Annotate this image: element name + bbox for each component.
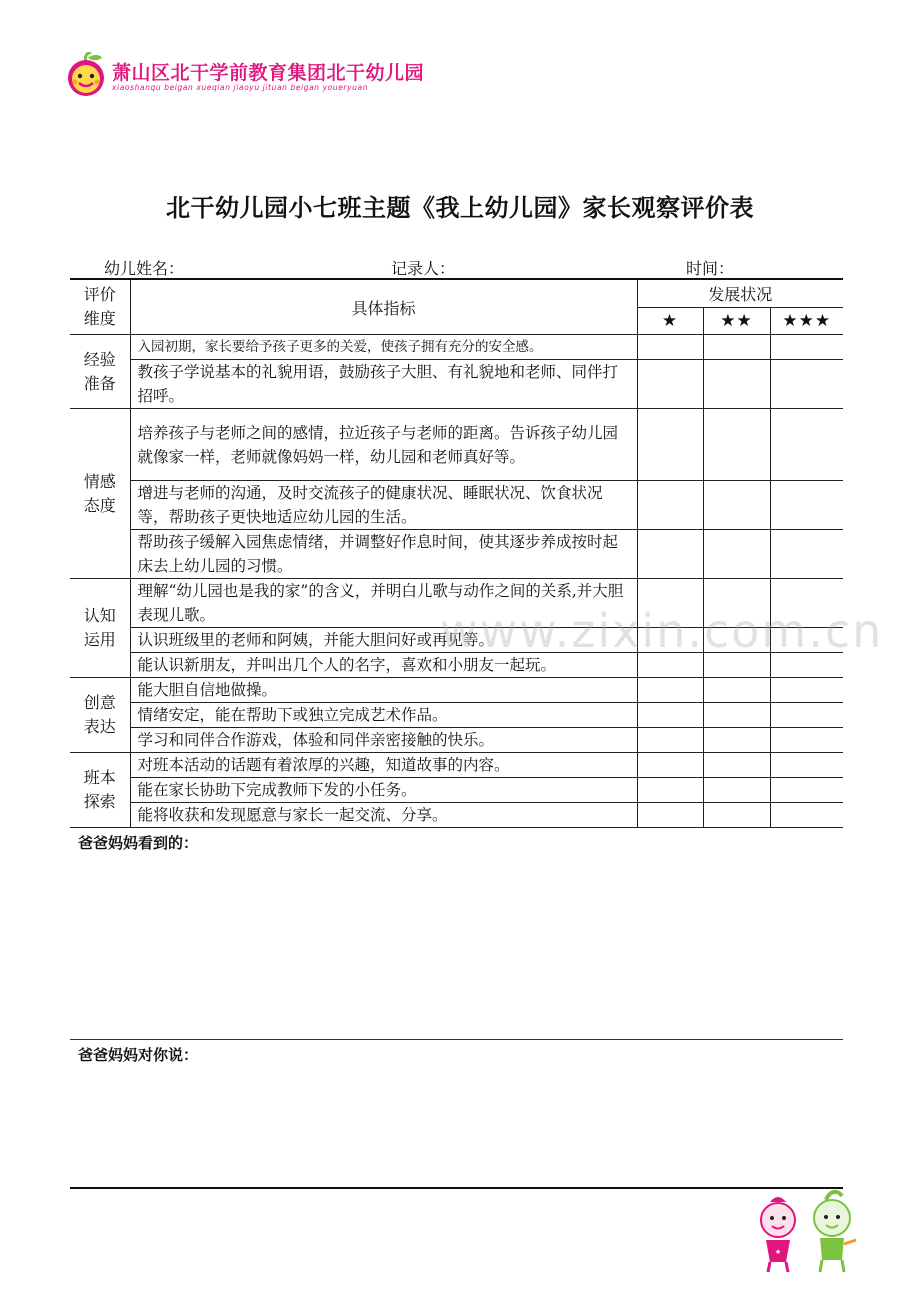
header-dimension: [70, 279, 130, 335]
dimension-label-line1: 创意: [83, 693, 116, 712]
boy-mascot-icon: [814, 1192, 856, 1272]
rating-cell-two-star[interactable]: [703, 481, 770, 530]
dimension-cell: [70, 753, 130, 828]
table-row: [70, 628, 843, 653]
rating-cell-one-star[interactable]: [637, 653, 703, 678]
table-row: [70, 335, 843, 360]
divider-line: [70, 1039, 843, 1040]
rating-cell-one-star[interactable]: [637, 628, 703, 653]
indicator-cell: 能在家长协助下完成教师下发的小任务。: [130, 778, 637, 803]
indicator-cell: 认识班级里的老师和阿姨，并能大胆问好或再见等。: [130, 628, 637, 653]
parents-saw-label: 爸爸妈妈看到的：: [78, 834, 199, 852]
header-two-stars: ★★: [703, 308, 770, 335]
indicator-cell: 能将收获和发现愿意与家长一起交流、分享。: [130, 803, 637, 828]
footer-line: [70, 1187, 843, 1189]
rating-cell-three-star[interactable]: [770, 409, 843, 481]
indicator-cell: 能认识新朋友，并叫出几个人的名字，喜欢和小朋友一起玩。: [130, 653, 637, 678]
dimension-label-line1: 认知: [83, 606, 116, 625]
rating-cell-one-star[interactable]: [637, 703, 703, 728]
table-row: [70, 703, 843, 728]
dimension-label-line2: 运用: [83, 630, 116, 649]
time-label: 时间：: [686, 259, 735, 278]
dimension-cell: [70, 579, 130, 678]
header-dimension-line1: 评价: [83, 285, 116, 304]
rating-cell-one-star[interactable]: [637, 579, 703, 628]
dimension-label-line2: 表达: [83, 717, 116, 736]
dimension-label-line2: 态度: [83, 495, 116, 515]
parents-say-label: 爸爸妈妈对你说：: [78, 1046, 199, 1064]
header-development: 发展状况: [637, 279, 843, 308]
school-name: 萧山区北干学前教育集团北干幼儿园: [112, 62, 425, 84]
dimension-label-line2: 准备: [83, 373, 116, 393]
table-row: [70, 778, 843, 803]
header-dimension-line2: 维度: [83, 309, 116, 328]
indicator-cell: 教孩子学说基本的礼貌用语，鼓励孩子大胆、有礼貌地和老师、同伴打招呼。: [130, 360, 637, 409]
indicator-cell: 情绪安定，能在帮助下或独立完成艺术作品。: [130, 703, 637, 728]
table-row: [70, 579, 843, 628]
rating-cell-two-star[interactable]: [703, 728, 770, 753]
rating-cell-three-star[interactable]: [770, 579, 843, 628]
table-row: [70, 360, 843, 409]
rating-cell-two-star[interactable]: [703, 678, 770, 703]
dimension-label-line2: 探索: [83, 792, 116, 811]
table-row: [70, 409, 843, 481]
svg-text:★: ★: [774, 1248, 782, 1256]
school-logo: [64, 50, 464, 100]
rating-cell-two-star[interactable]: [703, 409, 770, 481]
rating-cell-one-star[interactable]: [637, 678, 703, 703]
table-row: [70, 530, 843, 579]
indicator-cell: 能大胆自信地做操。: [130, 678, 637, 703]
indicator-cell: 对班本活动的话题有着浓厚的兴趣，知道故事的内容。: [130, 753, 637, 778]
rating-cell-two-star[interactable]: [703, 530, 770, 579]
mascot-illustration: [756, 1188, 862, 1274]
rating-cell-one-star[interactable]: [637, 360, 703, 409]
table-row: [70, 481, 843, 530]
indicator-cell: 入园初期，家长要给予孩子更多的关爱，使孩子拥有充分的安全感。: [130, 335, 637, 360]
rating-cell-one-star[interactable]: [637, 409, 703, 481]
rating-cell-two-star[interactable]: [703, 360, 770, 409]
girl-mascot-icon: [761, 1197, 795, 1272]
indicator-cell: 学习和同伴合作游戏，体验和同伴亲密接触的快乐。: [130, 728, 637, 753]
rating-cell-two-star[interactable]: [703, 703, 770, 728]
rating-cell-one-star[interactable]: [637, 778, 703, 803]
dimension-label-line1: 情感: [83, 471, 116, 491]
school-pinyin: xiaoshanqu beigan xueqian jiaoyu jituan beigan youeryuan: [112, 83, 369, 92]
rating-cell-one-star[interactable]: [637, 335, 703, 360]
apple-mascot-icon: [64, 52, 108, 98]
rating-cell-three-star[interactable]: [770, 778, 843, 803]
rating-cell-three-star[interactable]: [770, 728, 843, 753]
rating-cell-three-star[interactable]: [770, 753, 843, 778]
table-row: [70, 653, 843, 678]
rating-cell-two-star[interactable]: [703, 803, 770, 828]
table-row: [70, 803, 843, 828]
rating-cell-one-star[interactable]: [637, 530, 703, 579]
table-row: [70, 678, 843, 703]
table-row: [70, 753, 843, 778]
child-name-label: 幼儿姓名：: [104, 259, 185, 278]
header-one-star: ★: [637, 308, 703, 335]
indicator-cell: 增进与老师的沟通，及时交流孩子的健康状况、睡眠状况、饮食状况等，帮助孩子更快地适应幼儿园的生活。: [130, 481, 637, 530]
rating-cell-two-star[interactable]: [703, 579, 770, 628]
rating-cell-one-star[interactable]: [637, 728, 703, 753]
dimension-cell: [70, 678, 130, 753]
rating-cell-three-star[interactable]: [770, 335, 843, 360]
rating-cell-three-star[interactable]: [770, 530, 843, 579]
dimension-cell: [70, 335, 130, 409]
rating-cell-three-star[interactable]: [770, 360, 843, 409]
indicator-cell: 培养孩子与老师之间的感情，拉近孩子与老师的距离。告诉孩子幼儿园就像家一样，老师就像妈妈一样，幼儿园和老师真好等。: [130, 409, 637, 481]
dimension-label-line1: 班本: [83, 768, 116, 787]
rating-cell-two-star[interactable]: [703, 628, 770, 653]
rating-cell-three-star[interactable]: [770, 653, 843, 678]
rating-cell-two-star[interactable]: [703, 753, 770, 778]
rating-cell-three-star[interactable]: [770, 803, 843, 828]
rating-cell-two-star[interactable]: [703, 335, 770, 360]
header-indicator: 具体指标: [130, 279, 637, 335]
indicator-cell: 帮助孩子缓解入园焦虑情绪，并调整好作息时间，使其逐步养成按时起床去上幼儿园的习惯。: [130, 530, 637, 579]
rating-cell-two-star[interactable]: [703, 653, 770, 678]
rating-cell-three-star[interactable]: [770, 628, 843, 653]
header-three-stars: ★★★: [770, 308, 843, 335]
indicator-cell: 理解“幼儿园也是我的家”的含义，并明白儿歌与动作之间的关系,并大胆表现儿歌。: [130, 579, 637, 628]
dimension-label-line1: 经验: [83, 349, 116, 369]
dimension-cell: [70, 409, 130, 579]
watermark: www.zixin.com.cn: [440, 604, 884, 658]
rating-cell-one-star[interactable]: [637, 481, 703, 530]
evaluation-table: [70, 278, 843, 828]
rating-cell-one-star[interactable]: [637, 753, 703, 778]
rating-cell-three-star[interactable]: [770, 703, 843, 728]
page-title: 北干幼儿园小七班主题《我上幼儿园》家长观察评价表: [166, 194, 754, 222]
rating-cell-three-star[interactable]: [770, 678, 843, 703]
rating-cell-three-star[interactable]: [770, 481, 843, 530]
recorder-label: 记录人：: [391, 259, 456, 278]
rating-cell-one-star[interactable]: [637, 803, 703, 828]
rating-cell-two-star[interactable]: [703, 778, 770, 803]
table-row: [70, 728, 843, 753]
